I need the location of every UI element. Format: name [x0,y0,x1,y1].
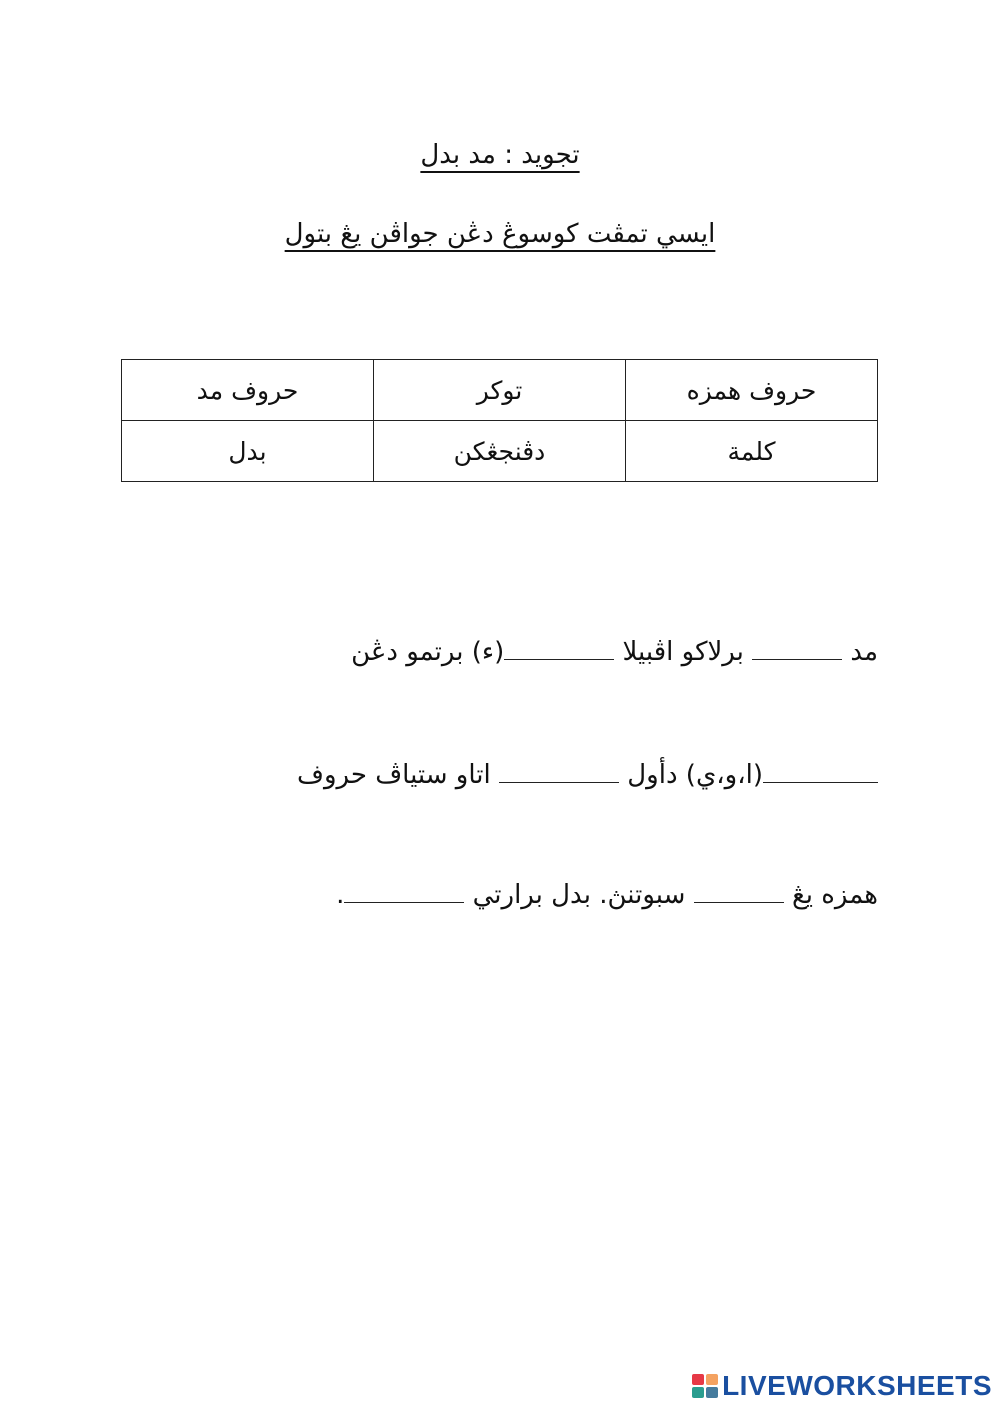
answer-blank-4[interactable] [499,760,619,783]
answer-blank-6[interactable] [344,880,464,903]
table-cell[interactable]: توكر [374,360,626,421]
sentence-text: (ء) برتمو دڠن [351,637,505,667]
logo-square [706,1374,718,1385]
sentence-3 [336,875,878,915]
table-cell[interactable]: دڤنجڠكن [374,421,626,482]
answer-blank-2[interactable] [504,637,614,660]
title-text: تجويد : مد بدل [420,140,580,170]
sentence-text: مد [850,637,878,667]
word-table [121,359,878,482]
liveworksheets-logo-icon [692,1374,718,1398]
logo-square [692,1387,704,1398]
table-row [122,360,878,421]
sentence-2 [297,755,878,795]
sentence-1 [351,632,878,672]
sentence-text: برلاكو اڤبيلا [622,637,744,667]
page-title [0,133,1000,177]
instruction [0,212,1000,256]
table-cell[interactable]: حروف مد [122,360,374,421]
brand-text: LIVEWORKSHEETS [722,1370,992,1401]
instruction-text: ايسي تمڤت كوسوڠ دڠن جواڤن يڠ بتول [284,219,716,249]
answer-blank-3[interactable] [763,760,878,783]
table-cell[interactable]: بدل [122,421,374,482]
answer-blank-1[interactable] [752,637,842,660]
sentence-text: . [336,880,345,910]
sentence-text: همزه يڠ [791,880,878,910]
liveworksheets-brand [692,1369,992,1403]
table-cell[interactable]: حروف همزه [626,360,878,421]
sentence-text: اتاو ستياڤ حروف [297,760,491,790]
table-cell[interactable]: كلمة [626,421,878,482]
sentence-text: (ا،و،ي) دأول [627,760,763,790]
sentence-text: سبوتنڽ. بدل برارتي [472,880,686,910]
logo-square [706,1387,718,1398]
table-row [122,421,878,482]
logo-square [692,1374,704,1385]
answer-blank-5[interactable] [694,880,784,903]
